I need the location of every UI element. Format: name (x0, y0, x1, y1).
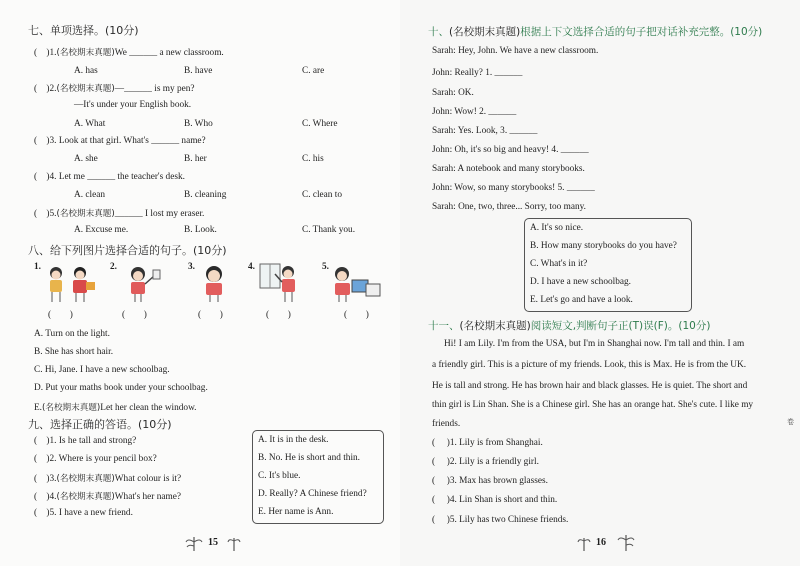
dialogue-line-3: Sarah: OK. (432, 88, 474, 98)
right-page (400, 0, 800, 566)
passage-line-4: thin girl is Lin Shan. She is a Chinese girl. She has an orange hat. She's cute. I like my (432, 400, 754, 410)
s10-option-c: C. What's in it? (530, 259, 588, 269)
s7-q2-option-b: B. Who (184, 119, 213, 129)
s7-question-4: ( )4. Let me ______ the teacher's desk. (34, 172, 185, 182)
s7-q1-option-a: A. has (74, 66, 98, 76)
s11-statement-5: ( )5. Lily has two Chinese friends. (432, 515, 569, 525)
s7-q3-option-b: B. her (184, 154, 207, 164)
section-11-title: 十一、(名校期末真题)阅读短文,判断句子正(T)误(F)。(10分) (428, 320, 711, 332)
page-number-right: 16 (596, 537, 606, 548)
dialogue-line-7: Sarah: A notebook and many storybooks. (432, 164, 585, 174)
dialogue-line-1: Sarah: Hey, John. We have a new classroom. (432, 46, 599, 56)
picture-5-number: 5. (322, 262, 329, 272)
s7-q4-option-b: B. cleaning (184, 190, 227, 200)
passage-line-5: friends. (432, 419, 461, 429)
s9-question-5: ( )5. I have a new friend. (34, 508, 133, 518)
section-10-title: 十、(名校期末真题)根据上下文选择合适的句子把对话补充完整。(10分) (428, 26, 763, 38)
s7-q4-option-c: C. clean to (302, 190, 343, 200)
s9-answer-a: A. It is in the desk. (258, 435, 329, 445)
picture-5-answer-blank[interactable]: ( ) (344, 310, 369, 320)
s7-q2-option-a: A. What (74, 119, 106, 129)
passage-line-3: He is tall and strong. He has brown hair and black glasses. He is quiet. The short and (432, 381, 748, 391)
picture-2-answer-blank[interactable]: ( ) (122, 310, 147, 320)
s7-question-1: ( )1.(名校期末真题)We ______ a new classroom. (34, 48, 224, 58)
s8-sentence-a: A. Turn on the light. (34, 329, 110, 339)
picture-1-number: 1. (34, 262, 41, 272)
s8-sentence-d: D. Put your maths book under your schoolbag. (34, 383, 208, 393)
s9-question-1: ( )1. Is he tall and strong? (34, 436, 137, 446)
picture-3-short-hair-girl-illustration (196, 262, 236, 304)
s10-option-b: B. How many storybooks do you have? (530, 241, 677, 251)
s9-question-3: ( )3.(名校期末真题)What colour is it? (34, 474, 182, 484)
dialogue-line-4: John: Wow! 2. ______ (432, 107, 517, 117)
s7-q2-answer-line: —It's under your English book. (74, 100, 192, 110)
picture-3-answer-blank[interactable]: ( ) (198, 310, 223, 320)
sprout-right-icon (576, 534, 592, 552)
s9-question-4: ( )4.(名校期末真题)What's her name? (34, 492, 181, 502)
picture-1-two-girls-illustration (42, 262, 100, 304)
margin-mark: 卷 (787, 418, 794, 426)
s9-answer-b: B. No. He is short and thin. (258, 453, 361, 463)
s7-q2-option-c: C. Where (302, 119, 338, 129)
section-7-title: 七、单项选择。(10分) (28, 24, 139, 37)
s7-question-5: ( )5.(名校期末真题)______ I lost my eraser. (34, 209, 205, 219)
passage-line-1: Hi! I am Lily. I'm from the USA, but I'm in Shanghai now. I'm tall and thin. I am (444, 339, 745, 349)
s7-question-2: ( )2.(名校期末真题)—______ is my pen? (34, 84, 195, 94)
s9-answer-c: C. It's blue. (258, 471, 301, 481)
picture-4-number: 4. (248, 262, 255, 272)
s11-statement-2: ( )2. Lily is a friendly girl. (432, 457, 539, 467)
dialogue-line-9: Sarah: One, two, three... Sorry, too many. (432, 202, 586, 212)
passage-line-2: a friendly girl. This is a picture of my friends. Look, this is Max. He is from the UK. (432, 360, 747, 370)
s9-answer-e: E. Her name is Ann. (258, 507, 334, 517)
dialogue-line-5: Sarah: Yes. Look, 3. ______ (432, 126, 538, 136)
dialogue-line-2: John: Really? 1. ______ (432, 68, 523, 78)
picture-4-girl-cleaning-window-illustration (258, 260, 302, 304)
s8-sentence-c: C. Hi, Jane. I have a new schoolbag. (34, 365, 170, 375)
picture-2-girl-light-switch-illustration (122, 262, 168, 304)
s7-q5-option-c: C. Thank you. (302, 225, 356, 235)
s7-q4-option-a: A. clean (74, 190, 105, 200)
s7-q1-option-b: B. have (184, 66, 213, 76)
s7-q3-option-c: C. his (302, 154, 324, 164)
dialogue-line-6: John: Oh, it's so big and heavy! 4. ______ (432, 145, 589, 155)
section-9-title: 九、选择正确的答语。(10分) (28, 418, 172, 431)
s10-option-a: A. It's so nice. (530, 223, 584, 233)
s9-question-2: ( )2. Where is your pencil box? (34, 454, 157, 464)
s7-q5-option-a: A. Excuse me. (74, 225, 129, 235)
picture-1-answer-blank[interactable]: ( ) (48, 310, 73, 320)
page-number-left: 15 (208, 537, 218, 548)
s11-statement-4: ( )4. Lin Shan is short and thin. (432, 495, 558, 505)
s11-statement-3: ( )3. Max has brown glasses. (432, 476, 548, 486)
s10-option-e: E. Let's go and have a look. (530, 295, 633, 305)
s10-option-d: D. I have a new schoolbag. (530, 277, 631, 287)
s8-sentence-e: E.(名校期末真题)Let her clean the window. (34, 403, 197, 413)
s7-question-3: ( )3. Look at that girl. What's ______ name? (34, 136, 206, 146)
s9-answer-d: D. Really? A Chinese friend? (258, 489, 367, 499)
picture-3-number: 3. (188, 262, 195, 272)
plant-left-icon (184, 534, 204, 552)
section-8-title: 八、给下列图片选择合适的句子。(10分) (28, 244, 227, 257)
picture-2-number: 2. (110, 262, 117, 272)
picture-5-girl-books-schoolbag-illustration (330, 262, 384, 304)
s8-sentence-b: B. She has short hair. (34, 347, 114, 357)
sprout-left-icon (226, 534, 242, 552)
s7-q5-option-b: B. Look. (184, 225, 217, 235)
dialogue-line-8: John: Wow, so many storybooks! 5. ______ (432, 183, 595, 193)
plant-right-icon (616, 532, 636, 552)
picture-4-answer-blank[interactable]: ( ) (266, 310, 291, 320)
s7-q1-option-c: C. are (302, 66, 325, 76)
s11-statement-1: ( )1. Lily is from Shanghai. (432, 438, 543, 448)
s7-q3-option-a: A. she (74, 154, 98, 164)
